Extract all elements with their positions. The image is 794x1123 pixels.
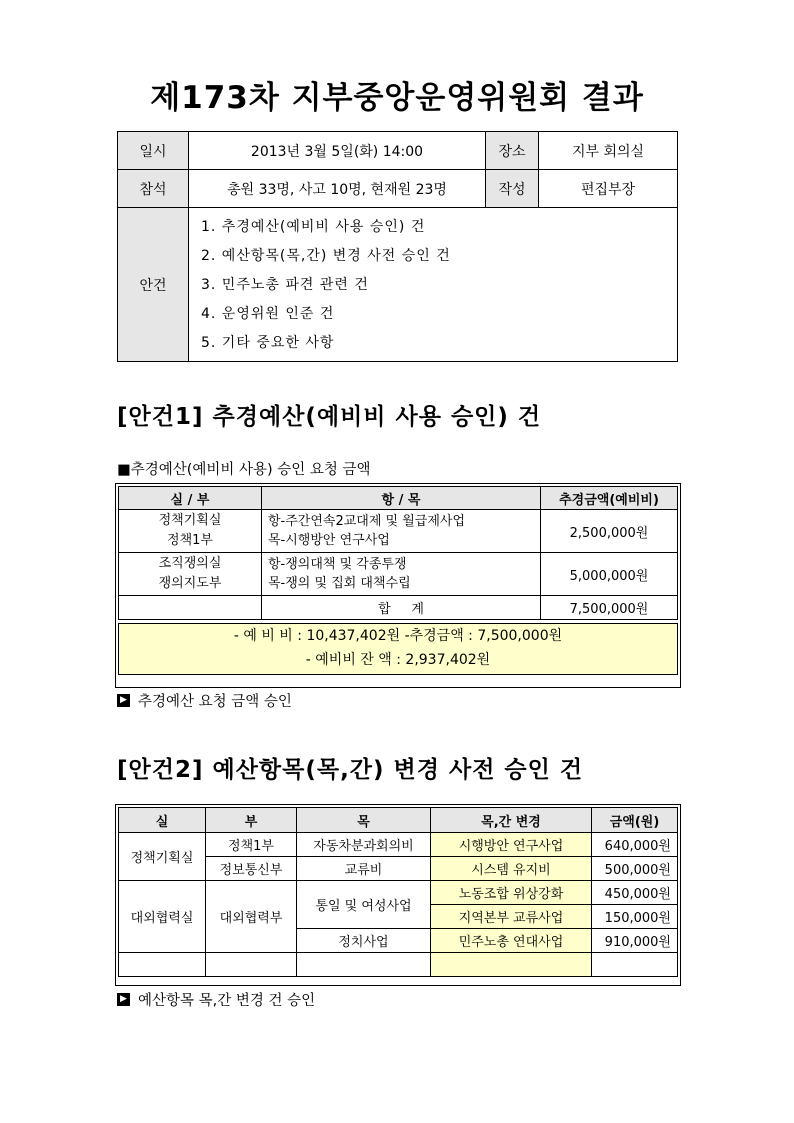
col-header: 실 / 부 [119,487,262,510]
meeting-info-table [117,131,678,362]
agenda-item: 1. 추경예산(예비비 사용 승인) 건 [201,219,426,235]
bu-cell: 정보통신부 [206,857,297,881]
budget-table [118,807,678,977]
total-label: 합 계 [262,596,541,620]
writer-value: 편집부장 [539,170,678,208]
agenda-item: 2. 예산항목(목,간) 변경 사전 승인 건 [201,248,451,264]
empty-cell [431,953,592,977]
sil-cell: 대외협력실 [119,881,206,953]
col-header: 실 [119,808,206,833]
place-value: 지부 회의실 [539,132,678,170]
mok-cell: 교류비 [297,857,431,881]
reserve-line-1: - 예 비 비 : 10,437,402원 -추경금액 : 7,500,000원 [233,628,563,644]
bu-name: 쟁의지도부 [158,576,222,591]
writer-label: 작성 [486,170,539,208]
agenda-item: 4. 운영위원 인준 건 [201,306,335,322]
agenda-item: 5. 기타 중요한 사항 [201,335,335,351]
sil-cell: 정책기획실 [119,833,206,881]
amount-cell: 2,500,000원 [541,510,678,553]
date-value: 2013년 3월 5일(화) 14:00 [189,132,486,170]
arrow-box-icon: ▶ [117,694,130,707]
bu-cell: 대외협력부 [206,881,297,953]
col-header: 목 [297,808,431,833]
reserve-summary [118,623,678,675]
bu-cell: 정책1부 [206,833,297,857]
empty-cell [119,953,206,977]
sil-name: 조직쟁의실 [158,556,222,571]
table-row [119,833,678,857]
change-cell: 시행방안 연구사업 [431,833,592,857]
arrow-box-icon: ▶ [117,993,130,1006]
table-row [119,881,678,905]
empty-cell [297,953,431,977]
total-row [119,596,678,620]
empty-cell [119,596,262,620]
agenda-item: 3. 민주노총 파견 관련 건 [201,277,369,293]
mok-cell: 통일 및 여성사업 [297,881,431,929]
change-cell: 시스템 유지비 [431,857,592,881]
hang-name: 항-쟁의대책 및 각종투쟁 [268,557,407,572]
mok-cell: 자동차분과회의비 [297,833,431,857]
attend-label: 참석 [118,170,189,208]
dept-cell [119,510,262,553]
empty-cell [592,953,678,977]
request-table [118,486,678,620]
mok-name: 목-쟁의 및 집회 대책수립 [268,576,411,591]
amount-cell: 640,000원 [592,833,678,857]
section1-heading: [안건1] 추경예산(예비비 사용 승인) 건 [117,404,542,430]
change-cell: 민주노총 연대사업 [431,929,592,953]
bu-name: 정책1부 [167,533,213,548]
empty-cell [206,953,297,977]
dept-cell [119,553,262,596]
section1-conclusion [117,690,292,711]
sil-name: 정책기획실 [158,513,222,528]
table-row [119,553,678,596]
mok-cell: 정치사업 [297,929,431,953]
item-cell [262,553,541,596]
amount-cell: 5,000,000원 [541,553,678,596]
agenda-label: 안건 [118,208,189,362]
change-cell: 지역본부 교류사업 [431,905,592,929]
place-label: 장소 [486,132,539,170]
section1-subheading: ■추경예산(예비비 사용) 승인 요청 금액 [117,462,371,478]
amount-cell: 450,000원 [592,881,678,905]
mok-name: 목-시행방안 연구사업 [268,533,390,548]
attend-value: 총원 33명, 사고 10명, 현재원 23명 [189,170,486,208]
section2-conclusion [117,989,315,1010]
reserve-line-2: - 예비비 잔 액 : 2,937,402원 [305,652,491,668]
section1-conclusion-text: 추경예산 요청 금액 승인 [138,694,292,710]
amount-cell: 150,000원 [592,905,678,929]
date-label: 일시 [118,132,189,170]
total-amount: 7,500,000원 [541,596,678,620]
amount-cell: 910,000원 [592,929,678,953]
change-cell: 노동조합 위상강화 [431,881,592,905]
agenda-list [189,208,678,362]
budget-table-frame [115,804,681,986]
col-header: 항 / 목 [262,487,541,510]
section2-heading: [안건2] 예산항목(목,간) 변경 사전 승인 건 [117,757,584,783]
empty-row [119,953,678,977]
col-header: 금액(원) [592,808,678,833]
item-cell [262,510,541,553]
request-table-frame [115,483,681,688]
page-title: 제173차 지부중앙운영위원회 결과 [150,80,644,116]
amount-cell: 500,000원 [592,857,678,881]
col-header: 추경금액(예비비) [541,487,678,510]
table-row [119,510,678,553]
col-header: 부 [206,808,297,833]
section2-conclusion-text: 예산항목 목,간 변경 건 승인 [138,993,316,1009]
hang-name: 항-주간연속2교대제 및 월급제사업 [268,514,466,529]
col-header: 목,간 변경 [431,808,592,833]
